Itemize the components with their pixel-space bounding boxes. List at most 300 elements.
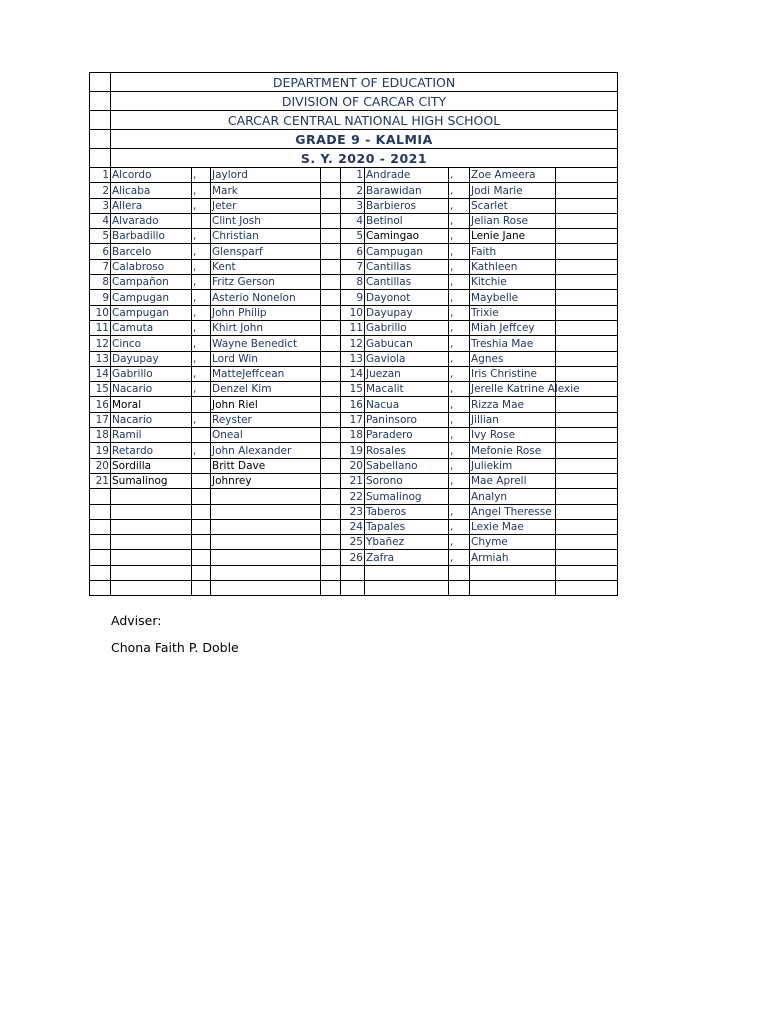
boy-first-name: Denzel Kim (211, 382, 321, 397)
header-blank (90, 92, 111, 111)
girl-first-name: Ivy Rose (470, 428, 556, 443)
girl-number: 18 (341, 428, 365, 443)
girl-number: 2 (341, 183, 365, 198)
boy-spacer (321, 443, 341, 458)
girl-separator: , (449, 229, 470, 244)
boy-number: 18 (90, 428, 111, 443)
table-row (90, 581, 618, 596)
girl-first-name: Jelian Rose (470, 213, 556, 228)
table-row (90, 458, 618, 473)
boy-last-name: Camuta (111, 320, 192, 335)
girl-separator: , (449, 473, 470, 488)
table-row (90, 213, 618, 228)
table-row (90, 565, 618, 580)
girl-number: 17 (341, 412, 365, 427)
table-row (90, 351, 618, 366)
girl-last-name: Rosales (365, 443, 449, 458)
trailing-cell (556, 305, 618, 320)
boy-spacer (321, 168, 341, 183)
trailing-cell (556, 412, 618, 427)
girl-separator: , (449, 275, 470, 290)
girl-number: 3 (341, 198, 365, 213)
boy-number: 12 (90, 336, 111, 351)
boy-separator: , (192, 259, 211, 274)
boy-spacer (321, 382, 341, 397)
school-title: CARCAR CENTRAL NATIONAL HIGH SCHOOL (111, 111, 618, 130)
trailing-cell (556, 290, 618, 305)
trailing-cell (556, 183, 618, 198)
boy-separator: , (192, 412, 211, 427)
girl-last-name: Sabellano (365, 458, 449, 473)
boy-first-name: Christian (211, 229, 321, 244)
girl-first-name: Jerelle Katrine Alexie (471, 383, 580, 396)
boy-separator: , (192, 320, 211, 335)
girl-last-name: Campugan (365, 244, 449, 259)
girl-number: 14 (341, 366, 365, 381)
trailing-cell (556, 565, 618, 580)
boy-number: 5 (90, 229, 111, 244)
empty-cell (90, 565, 111, 580)
boy-spacer (321, 320, 341, 335)
boy-number: 9 (90, 290, 111, 305)
girl-last-name: Dayonot (365, 290, 449, 305)
girl-first-name: Miah Jeffcey (470, 320, 556, 335)
boy-last-name: Sordilla (111, 458, 192, 473)
girl-separator: , (449, 412, 470, 427)
empty-cell (111, 489, 192, 504)
girl-number: 4 (341, 213, 365, 228)
girl-separator: , (449, 290, 470, 305)
empty-cell (111, 565, 192, 580)
trailing-cell (556, 581, 618, 596)
boy-separator: , (192, 168, 211, 183)
girl-separator: , (449, 458, 470, 473)
trailing-cell (556, 458, 618, 473)
trailing-cell (556, 244, 618, 259)
girl-last-name: Dayupay (365, 305, 449, 320)
boy-separator: , (192, 275, 211, 290)
trailing-cell (556, 550, 618, 565)
table-row (90, 504, 618, 519)
boy-number: 15 (90, 382, 111, 397)
girl-first-name: Juliekim (470, 458, 556, 473)
boy-first-name: Johnrey (211, 473, 321, 488)
boy-first-name: Reyster (211, 412, 321, 427)
girl-separator: , (449, 519, 470, 534)
boy-number: 10 (90, 305, 111, 320)
boy-last-name: Cinco (111, 336, 192, 351)
girl-first-name: Maybelle (470, 290, 556, 305)
trailing-cell (556, 489, 618, 504)
boy-spacer (321, 366, 341, 381)
boy-last-name: Nacario (111, 382, 192, 397)
empty-cell (111, 535, 192, 550)
trailing-cell (556, 320, 618, 335)
boy-separator: , (192, 382, 211, 397)
table-row (90, 320, 618, 335)
boy-number: 6 (90, 244, 111, 259)
trailing-cell (556, 473, 618, 488)
boy-separator (192, 458, 211, 473)
empty-cell (211, 489, 321, 504)
empty-cell (192, 489, 211, 504)
girl-last-name: Tapales (365, 519, 449, 534)
trailing-cell (556, 351, 618, 366)
boy-spacer (321, 428, 341, 443)
empty-cell (90, 504, 111, 519)
section-title: GRADE 9 - KALMIA (111, 130, 618, 149)
girl-last-name: Paninsoro (365, 412, 449, 427)
boy-spacer (321, 244, 341, 259)
boy-last-name: Alvarado (111, 213, 192, 228)
empty-cell (192, 550, 211, 565)
empty-cell (90, 535, 111, 550)
girl-first-name: Faith (470, 244, 556, 259)
girl-first-name: Zoe Ameera (470, 168, 556, 183)
empty-cell (192, 535, 211, 550)
table-row (90, 198, 618, 213)
empty-cell (90, 581, 111, 596)
boy-separator: , (192, 290, 211, 305)
trailing-cell (556, 535, 618, 550)
table-row (90, 259, 618, 274)
girl-first-name: Chyme (470, 535, 556, 550)
header-blank (90, 149, 111, 168)
boy-separator (192, 213, 211, 228)
girl-first-name: Angel Theresse (470, 504, 556, 519)
girl-first-name: Mae Aprell (470, 473, 556, 488)
girl-number: 6 (341, 244, 365, 259)
boy-first-name: Wayne Benedict (211, 336, 321, 351)
boy-last-name: Retardo (111, 443, 192, 458)
boy-number: 1 (90, 168, 111, 183)
girl-last-name: Ybañez (365, 535, 449, 550)
boy-spacer (321, 351, 341, 366)
girl-first-name: Lexie Mae (470, 519, 556, 534)
table-row (90, 244, 618, 259)
girl-number: 25 (341, 535, 365, 550)
trailing-cell (556, 366, 618, 381)
boy-spacer (321, 305, 341, 320)
girl-separator: , (449, 428, 470, 443)
boy-number: 8 (90, 275, 111, 290)
empty-cell (211, 581, 321, 596)
girl-separator: , (449, 550, 470, 565)
boy-spacer (321, 290, 341, 305)
empty-cell (90, 550, 111, 565)
boy-first-name: Fritz Gerson (211, 275, 321, 290)
empty-cell (470, 581, 556, 596)
girl-separator: , (449, 382, 470, 397)
boy-separator: , (192, 183, 211, 198)
girl-number: 1 (341, 168, 365, 183)
girl-separator: , (449, 244, 470, 259)
header-blank (90, 73, 111, 92)
table-row (90, 473, 618, 488)
girl-last-name: Camingao (365, 229, 449, 244)
girl-number: 16 (341, 397, 365, 412)
boy-number: 11 (90, 320, 111, 335)
empty-cell (90, 519, 111, 534)
boy-first-name: Glensparf (211, 244, 321, 259)
girl-number: 9 (341, 290, 365, 305)
empty-cell (192, 519, 211, 534)
table-row (90, 305, 618, 320)
trailing-cell (556, 229, 618, 244)
girl-number: 19 (341, 443, 365, 458)
boy-first-name: Jeter (211, 198, 321, 213)
girl-first-name: Treshia Mae (470, 336, 556, 351)
girl-last-name: Cantillas (365, 259, 449, 274)
girl-first-name: Trixie (470, 305, 556, 320)
girl-number: 12 (341, 336, 365, 351)
girl-last-name: Gaviola (365, 351, 449, 366)
department-title: DEPARTMENT OF EDUCATION (111, 73, 618, 92)
girl-last-name: Betinol (365, 213, 449, 228)
class-list-table (89, 72, 618, 596)
empty-cell (111, 504, 192, 519)
boy-separator: , (192, 351, 211, 366)
girl-first-name: Agnes (470, 351, 556, 366)
trailing-cell (556, 213, 618, 228)
boy-spacer (321, 473, 341, 488)
girl-last-name: Macalit (365, 382, 449, 397)
girl-last-name: Barbieros (365, 198, 449, 213)
girl-separator: , (449, 183, 470, 198)
girl-last-name: Taberos (365, 504, 449, 519)
empty-cell (111, 550, 192, 565)
girl-first-name: Kitchie (470, 275, 556, 290)
boy-last-name: Gabrillo (111, 366, 192, 381)
girl-first-name: Jodi Marie (470, 183, 556, 198)
empty-cell (321, 489, 341, 504)
boy-first-name: Kent (211, 259, 321, 274)
empty-cell (90, 489, 111, 504)
boy-last-name: Moral (111, 397, 192, 412)
table-row (90, 382, 618, 397)
boy-first-name: Mark (211, 183, 321, 198)
boy-first-name: Oneal (211, 428, 321, 443)
boy-spacer (321, 458, 341, 473)
empty-cell (192, 581, 211, 596)
table-row (90, 397, 618, 412)
table-row (90, 443, 618, 458)
girl-separator: , (449, 320, 470, 335)
girl-first-name: Iris Christine (470, 366, 556, 381)
table-row (90, 366, 618, 381)
empty-cell (321, 550, 341, 565)
table-row (90, 336, 618, 351)
boy-last-name: Alicaba (111, 183, 192, 198)
boy-last-name: Campugan (111, 305, 192, 320)
boy-spacer (321, 412, 341, 427)
boy-separator (192, 428, 211, 443)
girl-last-name: Barawidan (365, 183, 449, 198)
boy-separator: , (192, 305, 211, 320)
girl-number: 11 (341, 320, 365, 335)
girl-separator: , (449, 305, 470, 320)
boy-last-name: Nacario (111, 412, 192, 427)
girl-last-name: Paradero (365, 428, 449, 443)
empty-cell (321, 565, 341, 580)
girl-separator: , (449, 351, 470, 366)
trailing-cell (556, 275, 618, 290)
trailing-cell (556, 443, 618, 458)
girl-first-name: Mefonie Rose (470, 443, 556, 458)
trailing-cell (556, 198, 618, 213)
girl-first-name: Rizza Mae (470, 397, 556, 412)
boy-spacer (321, 213, 341, 228)
girl-first-name: Scarlet (470, 198, 556, 213)
girl-first-name: Lenie Jane (470, 229, 556, 244)
empty-cell (211, 535, 321, 550)
girl-first-name: Kathleen (470, 259, 556, 274)
girl-last-name: Zafra (365, 550, 449, 565)
boy-first-name: Jaylord (211, 168, 321, 183)
boy-last-name: Allera (111, 198, 192, 213)
boy-last-name: Dayupay (111, 351, 192, 366)
trailing-cell (556, 428, 618, 443)
boy-first-name: John Alexander (211, 443, 321, 458)
empty-cell (321, 519, 341, 534)
girl-number: 23 (341, 504, 365, 519)
boy-separator (192, 397, 211, 412)
girl-number: 20 (341, 458, 365, 473)
trailing-cell (556, 519, 618, 534)
boy-last-name: Sumalinog (111, 473, 192, 488)
boy-last-name: Barbadillo (111, 229, 192, 244)
school-year-title: S. Y. 2020 - 2021 (111, 149, 618, 168)
empty-cell (211, 565, 321, 580)
boy-number: 4 (90, 213, 111, 228)
girl-number: 7 (341, 259, 365, 274)
boy-separator: , (192, 336, 211, 351)
boy-last-name: Ramil (111, 428, 192, 443)
empty-cell (365, 581, 449, 596)
boy-first-name: John Philip (211, 305, 321, 320)
girl-number: 13 (341, 351, 365, 366)
girl-separator: , (449, 213, 470, 228)
girl-separator: , (449, 366, 470, 381)
boy-spacer (321, 397, 341, 412)
boy-spacer (321, 275, 341, 290)
boy-number: 16 (90, 397, 111, 412)
girl-separator: , (449, 535, 470, 550)
table-row (90, 489, 618, 504)
adviser-label: Adviser: (111, 613, 162, 628)
table-row (90, 428, 618, 443)
boy-first-name: Lord Win (211, 351, 321, 366)
boy-number: 14 (90, 366, 111, 381)
boy-last-name: Alcordo (111, 168, 192, 183)
girl-separator: , (449, 443, 470, 458)
boy-first-name: Clint Josh (211, 213, 321, 228)
boy-separator: , (192, 244, 211, 259)
trailing-cell (556, 397, 618, 412)
girl-number: 8 (341, 275, 365, 290)
table-row (90, 275, 618, 290)
trailing-cell (556, 504, 618, 519)
empty-cell (111, 581, 192, 596)
girl-separator: , (449, 198, 470, 213)
empty-cell (365, 565, 449, 580)
trailing-cell (556, 168, 618, 183)
empty-cell (341, 581, 365, 596)
boy-spacer (321, 336, 341, 351)
girl-last-name: Sumalinog (365, 489, 449, 504)
table-row (90, 519, 618, 534)
empty-cell (211, 519, 321, 534)
trailing-cell (556, 259, 618, 274)
girl-number: 24 (341, 519, 365, 534)
header-blank (90, 111, 111, 130)
empty-cell (211, 504, 321, 519)
boy-number: 21 (90, 473, 111, 488)
empty-cell (449, 581, 470, 596)
table-row (90, 168, 618, 183)
boy-first-name: MatteJeffcean (211, 366, 321, 381)
boy-number: 2 (90, 183, 111, 198)
girl-separator: , (449, 336, 470, 351)
boy-separator: , (192, 198, 211, 213)
boy-first-name: Asterio Nonelon (211, 290, 321, 305)
girl-last-name: Andrade (365, 168, 449, 183)
girl-first-name: Jillian (470, 412, 556, 427)
boy-number: 20 (90, 458, 111, 473)
empty-cell (321, 504, 341, 519)
girl-separator: , (449, 168, 470, 183)
boy-separator: , (192, 443, 211, 458)
header-blank (90, 130, 111, 149)
boy-separator: , (192, 366, 211, 381)
boy-separator (192, 473, 211, 488)
girl-number: 22 (341, 489, 365, 504)
boy-number: 13 (90, 351, 111, 366)
girl-last-name: Sorono (365, 473, 449, 488)
empty-cell (449, 565, 470, 580)
table-row (90, 550, 618, 565)
girl-separator: , (449, 259, 470, 274)
girl-first-name: Analyn (470, 489, 556, 504)
girl-last-name: Cantillas (365, 275, 449, 290)
girl-number: 21 (341, 473, 365, 488)
table-row (90, 229, 618, 244)
table-row (90, 290, 618, 305)
division-title: DIVISION OF CARCAR CITY (111, 92, 618, 111)
girl-last-name: Gabrillo (365, 320, 449, 335)
girl-last-name: Nacua (365, 397, 449, 412)
boy-number: 7 (90, 259, 111, 274)
girl-separator: , (449, 397, 470, 412)
empty-cell (321, 581, 341, 596)
table-row (90, 535, 618, 550)
table-row (90, 412, 618, 427)
empty-cell (211, 550, 321, 565)
table-row (90, 183, 618, 198)
boy-first-name: Britt Dave (211, 458, 321, 473)
boy-first-name: Khirt John (211, 320, 321, 335)
empty-cell (470, 565, 556, 580)
boy-number: 3 (90, 198, 111, 213)
girl-number: 26 (341, 550, 365, 565)
girl-number: 5 (341, 229, 365, 244)
boy-last-name: Campañon (111, 275, 192, 290)
girl-separator (449, 489, 470, 504)
boy-spacer (321, 198, 341, 213)
boy-spacer (321, 259, 341, 274)
empty-cell (192, 565, 211, 580)
boy-number: 19 (90, 443, 111, 458)
